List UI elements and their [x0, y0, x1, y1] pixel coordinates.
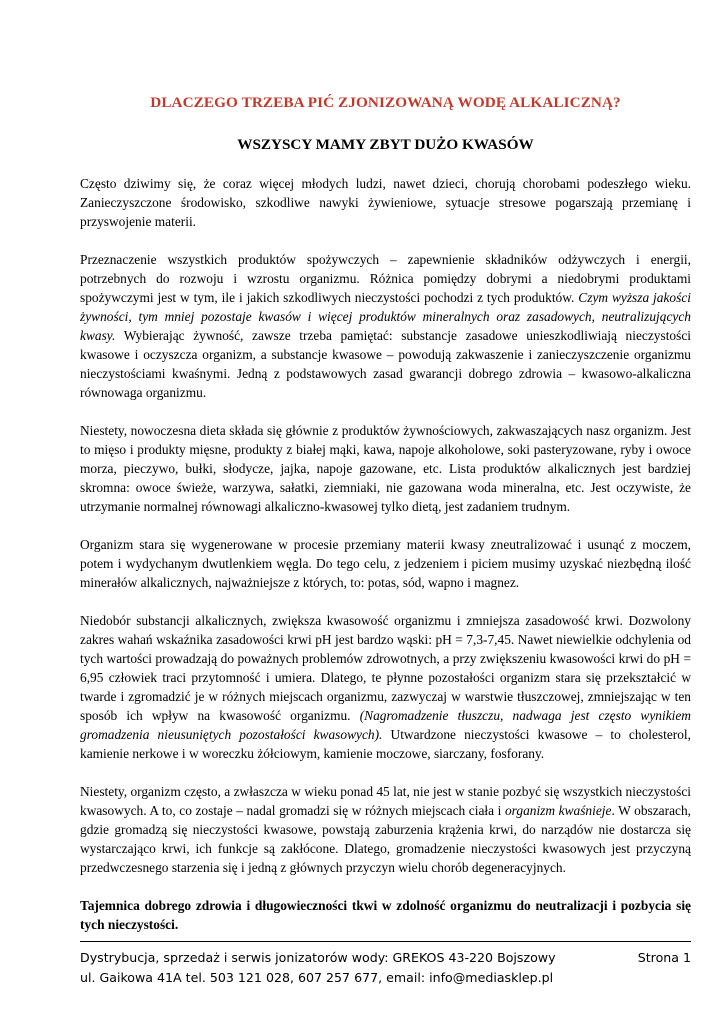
- paragraph-4: Organizm stara się wygenerowane w procesie przemiany materii kwasy zneutralizować i usunąć z moczem, potem i wydychanym dwutlenkiem węgla. Do tego celu, z jedzeniem i piciem musimy uzyskać niezbędną ilość minerałów alkalicznych, najważniejsze z których, to: potas, sód, wapno i magnez.: [80, 537, 691, 590]
- paragraph-2-text-a: Przeznaczenie wszystkich produktów spożywczych – zapewnienie składników odżywczych i energii, potrzebnych do rozwoju i wzrostu organizmu. Różnica pomiędzy dobrymi a niedobrymi produktami spożywczymi jest w tym, ile i jakich szkodliwych nieczystości pochodzi z tych produktów.: [80, 252, 691, 305]
- paragraph-7-bold: Tajemnica dobrego zdrowia i długowieczności tkwi w zdolność organizmu do neutralizacji i pozbycia się tych nieczystości.: [80, 898, 691, 932]
- paragraph-2-italic: Czym wyższa jakości żywności, tym mniej pozostaje kwasów i więcej produktów mineralnych oraz zasadowych, neutralizujących kwasy.: [80, 290, 691, 343]
- page-number: Strona 1: [637, 950, 691, 965]
- page-title: DLACZEGO TRZEBA PIĆ ZJONIZOWANĄ WODĘ ALKALICZNĄ?: [150, 94, 621, 111]
- paragraph-5-italic: (Nagromadzenie tłuszczu, nadwaga jest często wynikiem gromadzenia nieusuniętych pozostałości kwasowych).: [80, 708, 691, 742]
- paragraph-6-text-a: Niestety, organizm często, a zwłaszcza w wieku ponad 45 lat, nie jest w stanie pozbyć się wszystkich nieczystości kwasowych. A to, co zostaje – nadal gromadzi się w różnych miejscach ciała i: [80, 784, 691, 818]
- paragraph-5-text-a: Niedobór substancji alkalicznych, zwiększa kwasowość organizmu i zmniejsza zasadowość krwi. Dozwolony zakres wahań wskaźnika zasadowości krwi pH jest bardzo wąski: pH = 7,3-7,45. Nawet niewielkie odchylenia od tych wartości prowadzają do poważnych problemów zdrowotnych, a przy zwiększeniu kwasowości krwi do pH = 6,95 człowiek traci przytomność i umiera. Dlatego, te płynne pozostałości organizm stara się przekształcić w twarde i zgromadzić je w różnych miejscach organizmu, zazwyczaj w warstwie tłuszczowej, zmniejszając w ten sposób ich wpływ na kwasowość organizmu.: [80, 613, 691, 723]
- paragraph-2-text-c: Wybierając żywność, zawsze trzeba pamiętać: substancje zasadowe unieszkodliwiają nieczystości kwasowe i oczyszcza organizm, a substancje kwasowe – powodują zakwaszenie i zanieczyszczenie organizmu nieczystościami kwaśnymi. Jedną z podstawowych zasad gwarancji dobrego zdrowia – kwasowo-alkaliczna równowaga organizmu.: [80, 328, 691, 400]
- paragraph-6-italic: organizm kwaśnieje: [504, 803, 612, 818]
- paragraph-2: [80, 250, 691, 402]
- paragraph-1: Często dziwimy się, że coraz więcej młodych ludzi, nawet dzieci, chorują chorobami podeszłego wieku. Zanieczyszczone środowisko, szkodliwe nawyki żywieniowe, sytuacje stresowe pogarszają przemianę i przyswojenie materii.: [80, 176, 691, 229]
- paragraph-6: [80, 782, 691, 877]
- paragraph-6-text-c: . W obszarach, gdzie gromadzą się nieczystości kwasowe, powstają zaburzenia krążenia krwi, do narządów nie dostarcza się wystarczająco krwi, ich funkcje są zakłócone. Dlatego, gromadzenie nieczystości kwasowych jest przyczyną przedwczesnego starzenia się i jedną z głównych przyczyn wielu chorób degeneracyjnych.: [80, 803, 691, 875]
- footer-row-1: [80, 948, 691, 968]
- paragraph-5-text-c: Utwardzone nieczystości kwasowe – to cholesterol, kamienie nerkowe i w woreczku żółciowym, kamienie moczowe, siarczany, fosforany.: [80, 727, 692, 761]
- footer-row-2: [80, 968, 691, 988]
- paragraph-5: [80, 611, 691, 763]
- footer-distribution-text: Dystrybucja, sprzedaż i serwis jonizatorów wody: GREKOS 43-220 Bojszowy: [80, 950, 556, 965]
- section-heading: WSZYSCY MAMY ZBYT DUŻO KWASÓW: [237, 136, 534, 153]
- document-body: [80, 94, 691, 953]
- footer-contact-text: ul. Gaikowa 41A tel. 503 121 028, 607 257 677, email: info@mediasklep.pl: [80, 970, 554, 985]
- page-footer: [80, 941, 691, 988]
- paragraph-3: Niestety, nowoczesna dieta składa się głównie z produktów żywnościowych, zakwaszających nasz organizm. Jest to mięso i produkty mięsne, produkty z białej mąki, kawa, napoje alkoholowe, soki pasteryzowane, ryby i owoce morza, pieczywo, bułki, słodycze, jajka, napoje gazowane, etc. Lista produktów alkalicznych jest bardziej skromna: owoce świeże, warzywa, sałatki, ziemniaki, nie gazowana woda mineralna, etc. Jest oczywiste, że utrzymanie normalnej równowagi alkaliczno-kwasowej tylko dietą, jest zadaniem trudnym.: [80, 423, 691, 514]
